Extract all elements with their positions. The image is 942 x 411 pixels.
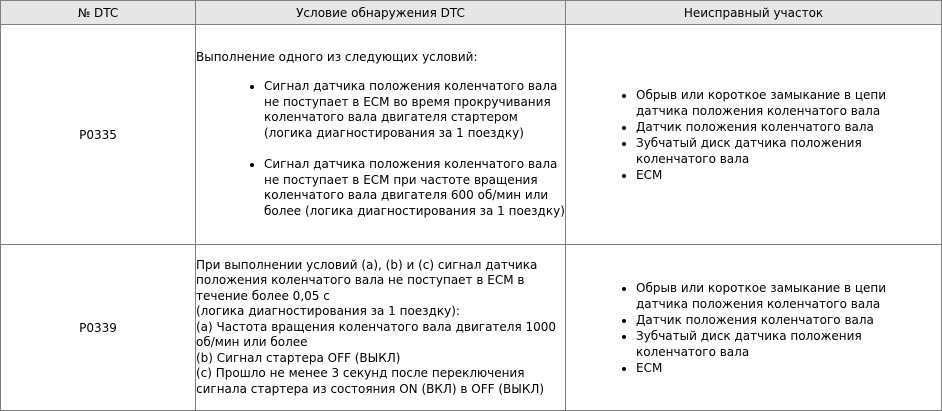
condition-line: (c) Прошло не менее 3 секунд после переключения сигнала стартера из состояния ON (ВКЛ) в OFF (ВЫКЛ) [196, 366, 545, 396]
condition-line: (b) Сигнал стартера OFF (ВЫКЛ) [196, 350, 401, 365]
fault-list [566, 87, 941, 183]
list-item: • Зубчатый диск датчика положения коленчатого вала [636, 328, 941, 360]
list-item: • Сигнал датчика положения коленчатого вала не поступает в ECM во время прокручивания коленчатого вала двигателя стартером (логика диагностирования за 1 поездку) [264, 79, 565, 141]
detection-condition [196, 245, 566, 411]
list-item: • Зубчатый диск датчика положения коленчатого вала [636, 135, 941, 167]
dtc-code: P0335 [1, 25, 196, 245]
list-item: • ECM [636, 167, 941, 183]
fault-area [566, 245, 942, 411]
condition-line: (логика диагностирования за 1 поездку): [196, 304, 460, 319]
list-item: • ECM [636, 360, 941, 376]
list-item: • Сигнал датчика положения коленчатого вала не поступает в ECM при частоте вращения коленчатого вала двигателя 600 об/мин или более (логика диагностирования за 1 поездку) [264, 157, 565, 219]
table-row [1, 245, 942, 411]
dtc-code: P0339 [1, 245, 196, 411]
detection-condition [196, 25, 566, 245]
list-item: • Датчик положения коленчатого вала [636, 312, 941, 328]
condition-line: При выполнении условий (a), (b) и (c) сигнал датчика положения коленчатого вала не поступает в ECM в течение более 0,05 с [196, 257, 538, 303]
header-fault-area: Неисправный участок [566, 1, 942, 25]
list-item: • Обрыв или короткое замыкание в цепи датчика положения коленчатого вала [636, 87, 941, 119]
fault-area [566, 25, 942, 245]
condition-list [196, 79, 565, 219]
fault-list [566, 280, 941, 376]
header-row [1, 1, 942, 25]
condition-intro: Выполнение одного из следующих условий: [196, 49, 478, 64]
table-row [1, 25, 942, 245]
header-dtc-number: № DTC [1, 1, 196, 25]
list-item: • Датчик положения коленчатого вала [636, 119, 941, 135]
condition-line: (a) Частота вращения коленчатого вала двигателя 1000 об/мин или более [196, 319, 557, 350]
header-detection-condition: Условие обнаружения DTC [196, 1, 566, 25]
list-item: • Обрыв или короткое замыкание в цепи датчика положения коленчатого вала [636, 280, 941, 312]
